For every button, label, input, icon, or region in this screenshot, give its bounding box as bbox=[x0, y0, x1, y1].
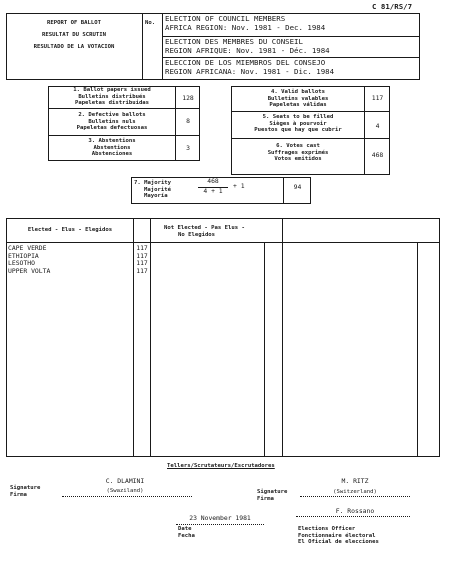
header-title-es: RESULTADO DE LA VOTACION bbox=[33, 44, 115, 50]
election-region-fr: REGION AFRIQUE: Nov. 1981 - Déc. 1984 bbox=[165, 46, 330, 55]
votes-cast-label: 6. Votes cast Suffrages exprimés Votos emitidos bbox=[267, 143, 329, 163]
list-item: ETHIOPIA bbox=[8, 251, 39, 260]
majority-denominator: 4 + 1 bbox=[203, 187, 223, 195]
list-item: CAPE VERDE bbox=[8, 244, 47, 252]
officer-name: F. Rossano bbox=[335, 507, 375, 515]
results-table bbox=[6, 218, 440, 457]
abstentions-value: 3 bbox=[186, 144, 190, 152]
signature-label-right: Signature Firma bbox=[257, 489, 288, 502]
list-item: LESOTHO bbox=[8, 259, 35, 268]
teller1-name: C. DLAMINI bbox=[105, 477, 145, 485]
header-title-fr: RESULTAT DU SCRUTIN bbox=[42, 32, 106, 38]
teller2-country: (Switzerland) bbox=[333, 489, 377, 495]
election-region-es: REGION AFRICANA: Nov. 1981 - Dic. 1984 bbox=[165, 67, 335, 76]
officer-line bbox=[296, 516, 410, 517]
no-label: No. bbox=[145, 20, 156, 26]
abstentions-label: 3. Abstentions Abstentions Abstenciones bbox=[88, 138, 136, 158]
election-title-es: ELECCION DE LOS MIEMBROS DEL CONSEJO bbox=[165, 58, 326, 67]
majority-value: 94 bbox=[293, 183, 302, 191]
list-item: UPPER VOLTA bbox=[8, 266, 51, 275]
doc-reference: C 81/RS/7 bbox=[372, 2, 413, 11]
ballots-issued-value: 128 bbox=[182, 94, 194, 102]
defective-ballots-value: 8 bbox=[186, 117, 190, 125]
election-title-en: ELECTION OF COUNCIL MEMBERS bbox=[165, 14, 286, 23]
elected-votes: 117 117 117 117 bbox=[136, 244, 148, 275]
election-title-fr: ELECTION DES MEMBRES DU CONSEIL bbox=[165, 37, 303, 46]
valid-ballots-value: 117 bbox=[371, 94, 384, 102]
date-label: Date Fecha bbox=[178, 526, 195, 539]
header-title-en: REPORT OF BALLOT bbox=[47, 20, 101, 26]
not-elected-header: Not Elected - Pas Elus - No Elegidos bbox=[164, 225, 245, 238]
ballots-issued-label: 1. Ballot papers issued Bulletins distribués Papeletas distribuidas bbox=[73, 87, 151, 107]
officer-label: Elections Officer Fonctionnaire électoral El Oficial de elecciones bbox=[298, 526, 379, 546]
valid-ballots-label: 4. Valid ballots Bulletins valables Papeletas válidas bbox=[267, 89, 329, 109]
seats-label: 5. Seats to be filled Sièges à pourvoir Puestos que hay que cubrir bbox=[254, 114, 342, 134]
defective-ballots-label: 2. Defective ballots Bulletins nuls Papeletas defectuosas bbox=[76, 112, 148, 132]
seats-value: 4 bbox=[375, 122, 380, 130]
teller2-name: M. RITZ bbox=[341, 477, 369, 485]
majority-plus: + 1 bbox=[233, 182, 245, 190]
election-region-en: AFRICA REGION: Nov. 1981 - Dec. 1984 bbox=[165, 23, 326, 32]
majority-label: 7. Majority Majorité Mayoría bbox=[134, 180, 172, 200]
votes-cast-value: 468 bbox=[371, 151, 384, 159]
elected-header: Elected - Elus - Elegidos bbox=[27, 227, 113, 233]
majority-numerator: 468 bbox=[207, 177, 219, 185]
date-value: 23 November 1981 bbox=[189, 514, 251, 522]
tellers-title: Tellers/Scrutateurs/Escrutadores bbox=[167, 463, 275, 469]
teller1-country: (Swaziland) bbox=[106, 488, 144, 494]
elected-list bbox=[8, 245, 50, 275]
signature-label-left: Signature Firma bbox=[10, 485, 41, 498]
